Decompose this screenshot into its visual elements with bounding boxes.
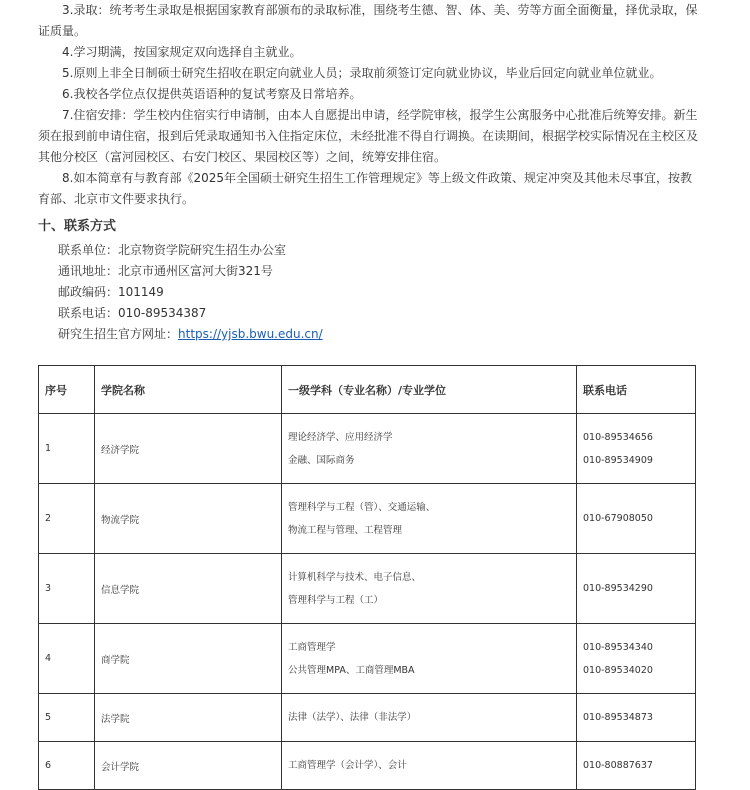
phone-line: 010-80887637 — [583, 760, 653, 771]
subject-line: 物流工程与管理、工程管理 — [288, 524, 403, 536]
subject-line: 工商管理学 — [288, 641, 336, 653]
row-subjects — [282, 414, 577, 484]
paragraph-part-time: 5.原则上非全日制硕士研究生招收在职定向就业人员；录取前须签订定向就业协议，毕业后回定向就业单位就业。 — [62, 66, 662, 80]
table-row — [39, 554, 696, 624]
subject-line: 理论经济学、应用经济学 — [288, 431, 393, 443]
paragraph-admission: 3.录取：统考考生录取是根据国家教育部颁布的录取标准，围绕考生德、智、体、美、劳等方面全面衡量，择优录取，保证质量。 — [38, 3, 698, 38]
contact-phone: 联系电话：010-89534387 — [58, 306, 207, 320]
contact-website — [58, 325, 323, 342]
contact-unit: 联系单位：北京物资学院研究生招生办公室 — [58, 243, 287, 257]
row-subjects — [282, 742, 577, 790]
header-no: 序号 — [39, 366, 95, 414]
paragraph-accommodation: 7.住宿安排：学生校内住宿实行申请制，由本人自愿提出申请，经学院审核，报学生公寓服务中心批准后统筹安排。新生须在报到前申请住宿，报到后凭录取通知书入住指定床位，未经批准不得自行调换。在读期间，根据学校实际情况在主校区及其他分校区（富河园校区、右安门校区、果园校区等）之间，统筹安排住宿。 — [38, 108, 699, 164]
contact-heading: 十、联系方式 — [38, 219, 117, 234]
row-no: 4 — [39, 624, 95, 694]
row-college: 法学院 — [95, 694, 282, 742]
row-phones — [577, 484, 696, 554]
row-college: 商学院 — [95, 624, 282, 694]
phone-line: 010-89534020 — [583, 664, 653, 676]
row-college: 经济学院 — [95, 414, 282, 484]
subject-line: 管理科学与工程（管）、交通运输、 — [288, 501, 436, 513]
row-no: 2 — [39, 484, 95, 554]
phone-line: 010-89534656 — [583, 431, 653, 443]
table-row — [39, 624, 696, 694]
header-college: 学院名称 — [95, 366, 282, 414]
row-no: 1 — [39, 414, 95, 484]
subject-line: 金融、国际商务 — [288, 454, 355, 466]
website-link[interactable]: https://yjsb.bwu.edu.cn/ — [178, 327, 323, 341]
row-phones — [577, 624, 696, 694]
row-college: 物流学院 — [95, 484, 282, 554]
table-row — [39, 414, 696, 484]
phone-line: 010-89534873 — [583, 712, 653, 723]
contact-address: 通讯地址：北京市通州区富河大街321号 — [58, 264, 273, 278]
row-no: 3 — [39, 554, 95, 624]
college-contact-table — [38, 365, 696, 790]
contact-postcode: 邮政编码：101149 — [58, 285, 164, 299]
row-subjects — [282, 624, 577, 694]
website-label: 研究生招生官方网址： — [58, 327, 179, 341]
row-phones — [577, 414, 696, 484]
row-subjects — [282, 694, 577, 742]
row-phones — [577, 554, 696, 624]
table-row — [39, 484, 696, 554]
row-no: 5 — [39, 694, 95, 742]
subject-line: 计算机科学与技术、电子信息、 — [288, 571, 422, 583]
row-phones — [577, 694, 696, 742]
subject-line: 工商管理学（会计学）、会计 — [288, 760, 407, 771]
row-subjects — [282, 554, 577, 624]
header-phone: 联系电话 — [577, 366, 696, 414]
table-row — [39, 694, 696, 742]
phone-line: 010-89534340 — [583, 641, 653, 653]
row-college: 会计学院 — [95, 742, 282, 790]
subject-line: 公共管理MPA、工商管理MBA — [288, 664, 415, 676]
paragraph-regulations: 8.如本简章有与教育部《2025年全国硕士研究生招生工作管理规定》等上级文件政策、规定冲突及其他未尽事宜，按教育部、北京市文件要求执行。 — [38, 171, 692, 206]
phone-line: 010-67908050 — [583, 513, 653, 524]
row-no: 6 — [39, 742, 95, 790]
paragraph-employment: 4.学习期满，按国家规定双向选择自主就业。 — [62, 45, 302, 59]
header-subjects: 一级学科（专业名称）/专业学位 — [282, 366, 577, 414]
row-phones — [577, 742, 696, 790]
table-row — [39, 742, 696, 790]
paragraph-language: 6.我校各学位点仅提供英语语种的复试考察及日常培养。 — [62, 87, 362, 101]
phone-line: 010-89534909 — [583, 454, 653, 466]
row-subjects — [282, 484, 577, 554]
row-college: 信息学院 — [95, 554, 282, 624]
subject-line: 管理科学与工程（工） — [288, 594, 384, 606]
phone-line: 010-89534290 — [583, 583, 653, 594]
subject-line: 法律（法学）、法律（非法学） — [288, 712, 417, 723]
table-header-row — [39, 366, 696, 414]
